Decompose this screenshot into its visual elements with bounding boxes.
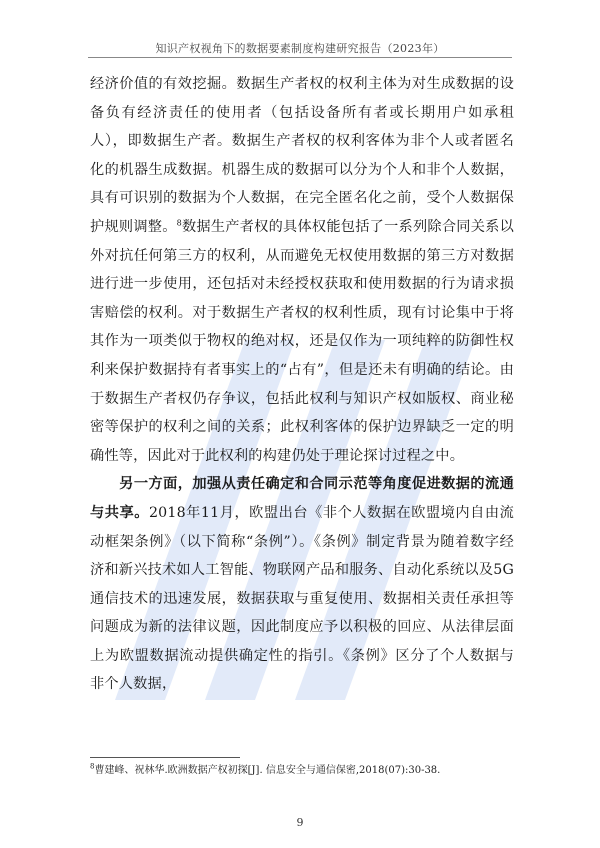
running-header: 知识产权视角下的数据要素制度构建研究报告（2023年）	[155, 42, 445, 55]
footnote-rule	[90, 757, 240, 758]
paragraph-1-text-b: 数据生产者权的具体权能包括了一系列除合同关系以外对抗任何第三方的权利，从而避免无权使用数据的第三方对数据进行进一步使用，还包括对未经授权获取和使用数据的行为请求损害赔偿的权利。对于数据生产者权的权利性质，现有讨论集中于将其作为一项类似于物权的绝对权，还是仅作为一项纯粹的防御性权利来保护数据持有者事实上的“占有”，但是还未有明确的结论。由于数据生产者权仍存争议，包括此权利与知识产权如版权、商业秘密等保护的权利之间的关系；此权利客体的保护边界缺乏一定的明确性等，因此对于此权利的构建仍处于理论探讨过程之中。	[90, 218, 515, 464]
footnote	[90, 764, 514, 778]
footnote-reference[interactable]: 8	[176, 218, 182, 228]
page-number: 9	[296, 816, 304, 829]
footnote-mark: 8	[90, 762, 95, 771]
paragraph-2-text: 2018年11月，欧盟出台《非个人数据在欧盟境内自由流动框架条例》（以下简称“条例”）。《条例》制定背景为随着数字经济和新兴技术如人工智能、物联网产品和服务、自动化系统以及5G通信技术的迅速发展，数据获取与重复使用、数据相关责任承担等问题成为新的法律议题，因此制度应予以积极的回应、从法律层面上为欧盟数据流动提供确定性的指引。《条例》区分了个人数据与非个人数据，	[90, 504, 514, 693]
paragraph-2-lead: 另一方面，加强从责任确定和合同示范等角度促进数据的流通与共享。	[90, 476, 514, 521]
header-rule	[88, 57, 512, 58]
footnote-text: 曹建峰、祝林华.欧洲数据产权初探[J]. 信息安全与通信保密,2018(07):30-38.	[94, 765, 441, 776]
body-text	[90, 70, 514, 699]
paragraph-1	[90, 70, 514, 470]
paragraph-2	[90, 470, 514, 699]
paragraph-1-text-a: 经济价值的有效挖掘。数据生产者权的权利主体为对生成数据的设备负有经济责任的使用者（包括设备所有者或长期用户如承租人），即数据生产者。数据生产者权的权利客体为非个人或者匿名化的机器生成数据。机器生成的数据可以分为个人和非个人数据，具有可识别的数据为个人数据，在完全匿名化之前，受个人数据保护规则调整。	[90, 76, 514, 235]
